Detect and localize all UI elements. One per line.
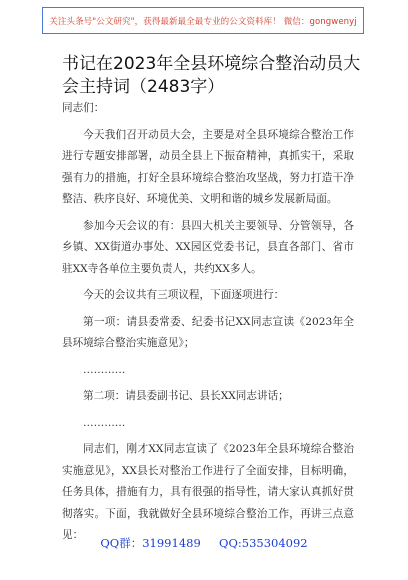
ellipsis-line: ………… xyxy=(83,363,126,376)
document-title: 书记在2023年全县环境综合整治动员大会主持词（2483字） xyxy=(62,54,361,97)
footer-contact: QQ群：31991489 QQ:535304092 xyxy=(100,536,308,550)
promo-banner-text: 关注头条号"公文研究"，获得最新最全最专业的公文资料库！ 微信：gongwenyj xyxy=(49,16,357,27)
paragraph: 同志们，刚才XX同志宣读了《2023年全县环境综合整治实施意见》，XX县长对整治工作进行了全面安排，目标明确，任务具体，措施有力，具有很强的指导性，请大家认真抓好贯彻落实。下面，我就做好全县环境综合整治工作，再讲三点意见： xyxy=(62,443,354,541)
promo-banner xyxy=(42,7,364,34)
ellipsis-line: ………… xyxy=(83,416,126,429)
paragraph: 今天我们召开动员大会，主要是对全县环境综合整治工作进行专题安排部署，动员全县上下振奋精神，真抓实干，采取强有力的措施，打好全县环境综合整治攻坚战，努力打造干净整洁、秩序良好、环境优美、文明和谐的城乡发展新局面。 xyxy=(62,128,354,205)
paragraph: 参加今天会议的有：县四大机关主要领导、分管领导，各乡镇、XX街道办事处、XX园区党委书记，县直各部门、省市驻XX寺各单位主要负责人，共约XX多人。 xyxy=(62,219,354,275)
salutation: 同志们： xyxy=(62,102,105,114)
agenda-item-1: 第一项：请县委常委、纪委书记XX同志宣读《2023年全县环境综合整治实施意见》； xyxy=(62,315,354,349)
paragraph: 今天的会议共有三项议程，下面逐项进行： xyxy=(83,289,285,301)
document-body xyxy=(62,98,354,552)
agenda-item-2: 第二项：请县委副书记、县长XX同志讲话； xyxy=(83,390,289,402)
